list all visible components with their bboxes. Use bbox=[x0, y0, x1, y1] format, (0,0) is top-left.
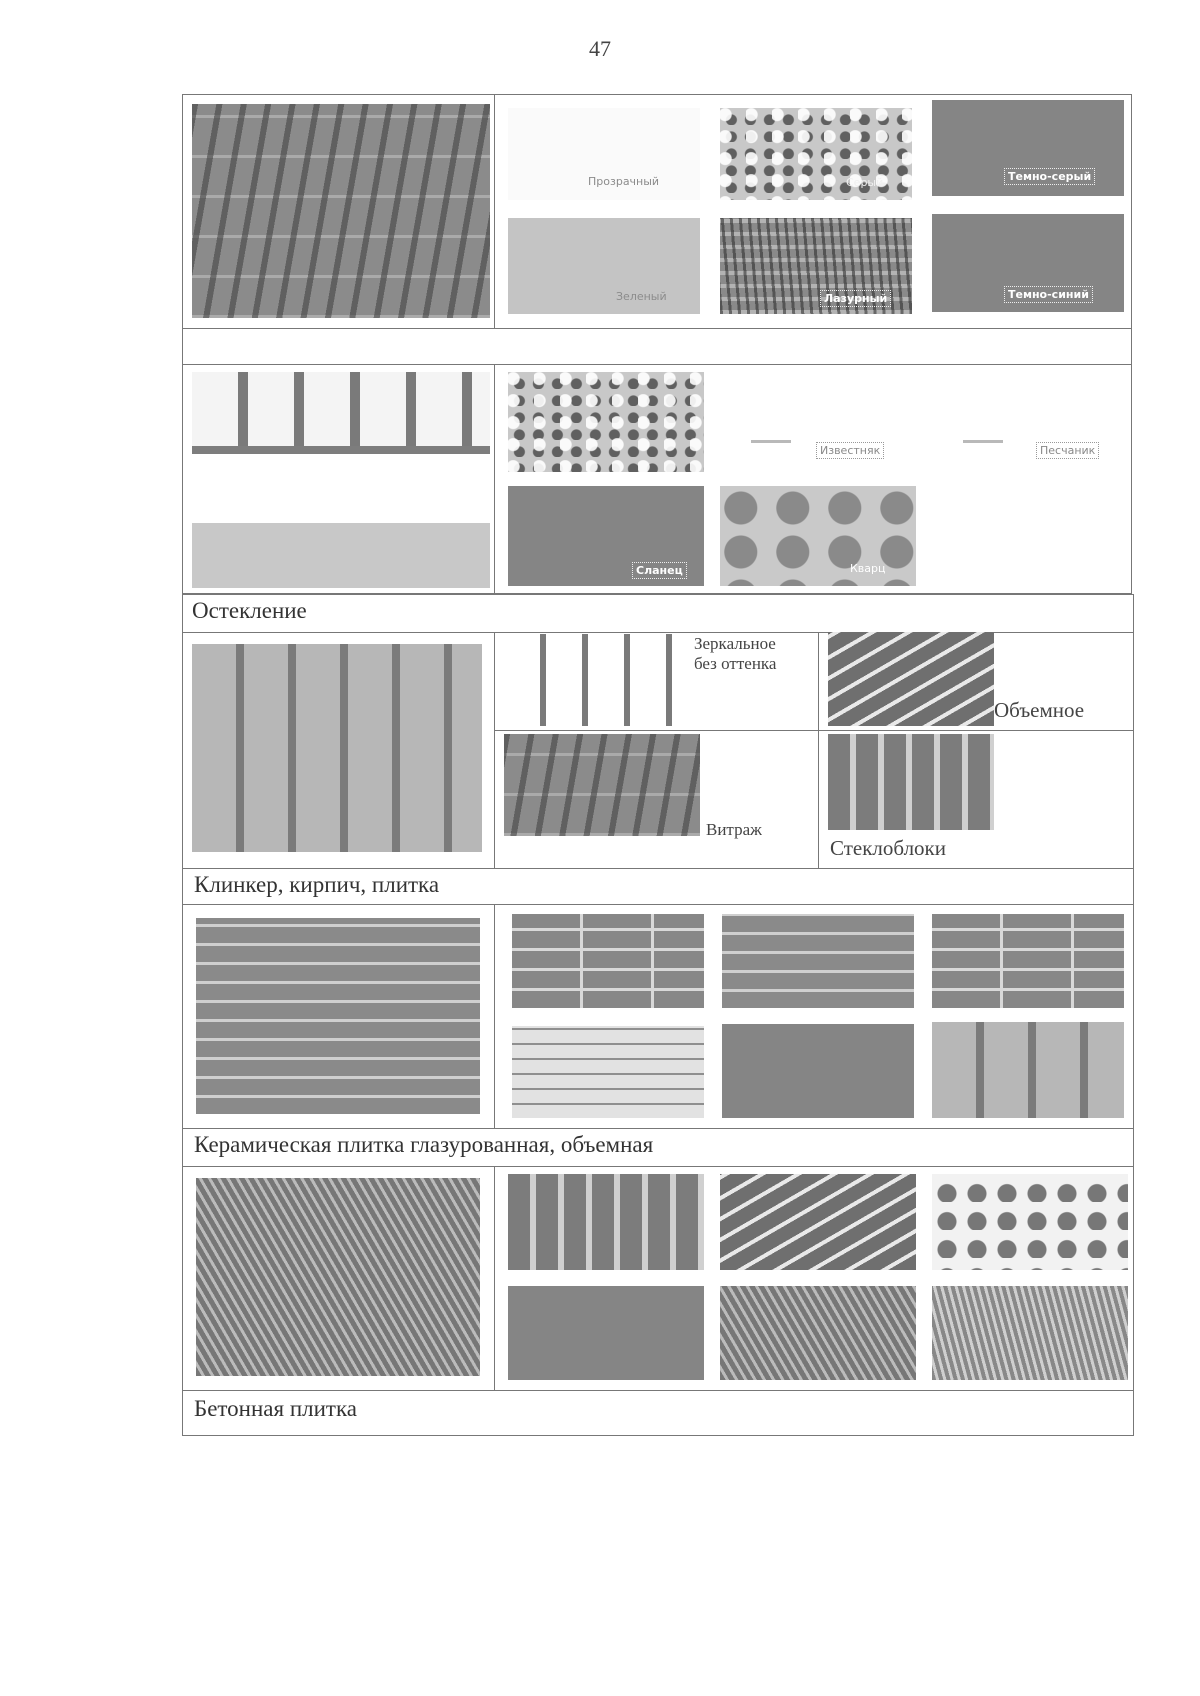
divider bbox=[182, 868, 1134, 869]
mirror-glass-photo bbox=[504, 634, 684, 726]
divider bbox=[818, 632, 819, 868]
column-facade-photo bbox=[192, 372, 490, 454]
volumetric-glass-photo bbox=[828, 632, 994, 726]
swatch-label-dark-grey: Темно-серый bbox=[1004, 168, 1095, 185]
section-title-clinker: Клинкер, кирпич, плитка bbox=[194, 872, 440, 897]
clinker-sample-4 bbox=[512, 1026, 704, 1118]
caption-volumetric: Объемное bbox=[994, 698, 1085, 722]
divider bbox=[494, 632, 495, 868]
swatch-label-transparent: Прозрачный bbox=[588, 175, 660, 188]
swatch-limestone bbox=[720, 372, 916, 472]
swatch-grey bbox=[720, 108, 912, 200]
swatch-label-grey: Серый bbox=[846, 176, 884, 189]
swatch-label-quartz: Кварц bbox=[850, 562, 886, 575]
brick-building-photo bbox=[196, 918, 480, 1114]
caption-stained: Витраж bbox=[706, 820, 762, 839]
clinker-sample-1 bbox=[512, 914, 704, 1008]
swatch-label-dark-blue: Темно-синий bbox=[1004, 286, 1093, 303]
section-title-glazing: Остекление bbox=[192, 598, 307, 623]
divider bbox=[182, 328, 1132, 329]
clinker-sample-6 bbox=[932, 1022, 1124, 1118]
divider bbox=[182, 364, 1132, 365]
glassblock-photo bbox=[828, 734, 994, 830]
swatch-slate bbox=[508, 486, 704, 586]
ceramic-sample-5 bbox=[720, 1286, 916, 1380]
divider bbox=[182, 1166, 1134, 1167]
clinker-sample-5 bbox=[722, 1024, 914, 1118]
divider bbox=[494, 1166, 495, 1390]
section-title-concrete: Бетонная плитка bbox=[194, 1396, 357, 1421]
ceramic-sample-4 bbox=[508, 1286, 704, 1380]
caption-mirror bbox=[694, 634, 776, 674]
caption-mirror-text: Зеркальное без оттенка bbox=[694, 634, 777, 673]
swatch-green bbox=[508, 218, 700, 314]
frosted-glass-photo bbox=[192, 470, 490, 588]
swatch-azure bbox=[720, 218, 912, 314]
ceramic-sample-3 bbox=[932, 1174, 1128, 1270]
ceramic-facade-photo bbox=[196, 1178, 480, 1376]
divider bbox=[182, 1390, 1134, 1391]
ceramic-sample-6 bbox=[932, 1286, 1128, 1380]
stained-glass-photo bbox=[504, 734, 700, 836]
clinker-sample-2 bbox=[722, 914, 914, 1008]
swatch-sandstone bbox=[932, 372, 1128, 472]
swatch-quartz bbox=[720, 486, 916, 586]
divider bbox=[494, 364, 495, 594]
glass-facade-photo bbox=[192, 104, 490, 318]
section-title-ceramic: Керамическая плитка глазурованная, объемная bbox=[194, 1132, 654, 1157]
divider bbox=[494, 730, 1134, 731]
glazed-facade-photo bbox=[192, 644, 482, 852]
caption-glassblocks: Стеклоблоки bbox=[830, 836, 946, 860]
stone-texture-photo bbox=[508, 372, 704, 472]
divider bbox=[182, 904, 1134, 905]
page-number: 47 bbox=[589, 36, 611, 61]
clinker-sample-3 bbox=[932, 914, 1124, 1008]
swatch-label-slate: Сланец bbox=[632, 562, 687, 579]
divider bbox=[494, 94, 495, 328]
swatch-label-green: Зеленый bbox=[616, 290, 667, 303]
swatch-transparent bbox=[508, 108, 700, 200]
swatch-label-azure: Лазурный bbox=[820, 290, 891, 307]
ceramic-sample-1 bbox=[508, 1174, 704, 1270]
ceramic-sample-2 bbox=[720, 1174, 916, 1270]
swatch-dark-blue bbox=[932, 214, 1124, 312]
swatch-label-sandstone: Песчаник bbox=[1036, 442, 1099, 459]
divider bbox=[494, 904, 495, 1128]
swatch-dark-grey bbox=[932, 100, 1124, 196]
divider bbox=[182, 1128, 1134, 1129]
swatch-label-limestone: Известняк bbox=[816, 442, 884, 459]
